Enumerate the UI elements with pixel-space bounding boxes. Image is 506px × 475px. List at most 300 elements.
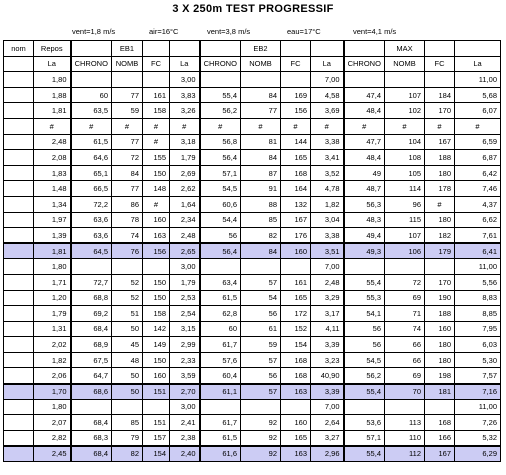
table-cell: 2,62	[170, 181, 200, 197]
header-cell	[4, 56, 34, 72]
table-cell: 60,6	[200, 196, 241, 212]
table-cell: 72,7	[71, 274, 112, 290]
table-row	[4, 228, 501, 244]
table-cell: 198	[425, 368, 455, 384]
table-cell: 170	[425, 274, 455, 290]
table-cell: 5,56	[455, 274, 501, 290]
table-cell: 3,39	[311, 384, 344, 400]
table-cell: 50	[112, 368, 143, 384]
table-cell: 113	[385, 415, 425, 431]
table-cell: 56,4	[200, 150, 241, 166]
table-cell: 77	[112, 134, 143, 150]
table-cell: 6,87	[455, 150, 501, 166]
table-cell	[112, 259, 143, 275]
table-cell: 82	[112, 446, 143, 462]
table-cell: 91	[241, 181, 281, 197]
table-row	[4, 290, 501, 306]
table-cell: 6,42	[455, 165, 501, 181]
table-cell: 48,4	[344, 150, 385, 166]
table-cell: 74	[112, 228, 143, 244]
table-cell: 49,3	[344, 243, 385, 259]
table-cell: 72	[385, 274, 425, 290]
table-cell	[4, 399, 34, 415]
table-cell	[4, 321, 34, 337]
table-cell	[4, 306, 34, 322]
header-cell	[143, 41, 170, 57]
table-cell: 160	[425, 321, 455, 337]
table-cell: 114	[385, 181, 425, 197]
table-cell: 3,38	[311, 228, 344, 244]
table-cell: 7,00	[311, 72, 344, 88]
table-cell: 1,31	[34, 321, 71, 337]
table-cell: 1,82	[311, 196, 344, 212]
table-cell: 56,8	[200, 134, 241, 150]
table-cell: 106	[385, 243, 425, 259]
table-cell: 7,00	[311, 399, 344, 415]
table-cell: 64,5	[71, 243, 112, 259]
table-row	[4, 352, 501, 368]
header-cell: CHRONO	[344, 56, 385, 72]
table-cell: 55,4	[344, 384, 385, 400]
table-cell: 68,4	[71, 415, 112, 431]
table-cell: 1,80	[34, 399, 71, 415]
table-cell: 1,48	[34, 181, 71, 197]
table-cell: 161	[281, 274, 311, 290]
table-cell	[4, 87, 34, 103]
table-cell	[4, 430, 34, 446]
table-cell: 7,26	[455, 415, 501, 431]
table-cell: 61,5	[200, 290, 241, 306]
table-cell: 79	[112, 430, 143, 446]
table-cell: 2,34	[170, 212, 200, 228]
table-row	[4, 274, 501, 290]
table-cell: #	[112, 118, 143, 134]
table-cell: 4,11	[311, 321, 344, 337]
table-cell: #	[143, 118, 170, 134]
table-cell: 105	[385, 165, 425, 181]
table-cell: 1,79	[170, 274, 200, 290]
table-cell: 56	[200, 228, 241, 244]
table-row	[4, 103, 501, 119]
table-cell: 59	[112, 103, 143, 119]
table-cell: #	[385, 118, 425, 134]
table-row	[4, 87, 501, 103]
table-cell: 8,83	[455, 290, 501, 306]
table-cell: 55,3	[344, 290, 385, 306]
table-row	[4, 72, 501, 88]
table-cell: 3,27	[311, 430, 344, 446]
header-cell	[344, 41, 385, 57]
table-cell	[4, 228, 34, 244]
table-row	[4, 337, 501, 353]
table-cell	[4, 165, 34, 181]
table-cell: 72,2	[71, 196, 112, 212]
table-cell: 1,79	[170, 150, 200, 166]
table-cell: 77	[241, 103, 281, 119]
table-cell: 2,33	[170, 352, 200, 368]
table-cell: 3,83	[170, 87, 200, 103]
table-cell: 2,82	[34, 430, 71, 446]
table-cell: 6,41	[455, 243, 501, 259]
table-cell: 52	[112, 274, 143, 290]
table-cell: 3,00	[170, 259, 200, 275]
table-cell: 2,48	[311, 274, 344, 290]
table-cell: 172	[281, 306, 311, 322]
table-row	[4, 384, 501, 400]
table-cell: 1,79	[34, 306, 71, 322]
table-cell: 3,69	[311, 103, 344, 119]
table-cell: 68,4	[71, 321, 112, 337]
table-cell: 176	[281, 228, 311, 244]
table-cell: 84	[241, 87, 281, 103]
table-cell: 1,34	[34, 196, 71, 212]
table-cell: 66,5	[71, 181, 112, 197]
table-cell: 96	[385, 196, 425, 212]
table-cell	[4, 134, 34, 150]
table-cell: 3,59	[170, 368, 200, 384]
table-row	[4, 118, 501, 134]
table-cell: 170	[425, 103, 455, 119]
table-cell: 78	[112, 212, 143, 228]
table-cell: 77	[112, 87, 143, 103]
table-cell: 3,23	[311, 352, 344, 368]
table-cell: 167	[425, 446, 455, 462]
table-cell: 57,1	[200, 165, 241, 181]
table-cell: 92	[241, 430, 281, 446]
table-cell: 182	[425, 228, 455, 244]
table-cell: 63,6	[71, 228, 112, 244]
table-cell: 48,7	[344, 181, 385, 197]
table-cell: 74	[385, 321, 425, 337]
table-cell: 57	[241, 384, 281, 400]
table-cell: 6,62	[455, 212, 501, 228]
table-row	[4, 368, 501, 384]
table-cell: 1,20	[34, 290, 71, 306]
table-cell: 158	[143, 103, 170, 119]
table-cell: 3,29	[311, 290, 344, 306]
table-cell: 88	[241, 196, 281, 212]
table-cell: 3,26	[170, 103, 200, 119]
table-row	[4, 181, 501, 197]
table-cell: 1,80	[34, 72, 71, 88]
table-cell: 47,4	[344, 87, 385, 103]
table-cell: 151	[143, 384, 170, 400]
table-cell	[385, 72, 425, 88]
table-cell: 67,5	[71, 352, 112, 368]
table-cell	[200, 259, 241, 275]
table-cell: 64,7	[71, 368, 112, 384]
table-row	[4, 165, 501, 181]
table-cell: 2,41	[170, 415, 200, 431]
table-row	[4, 415, 501, 431]
table-cell: 167	[281, 212, 311, 228]
header-cell: EB1	[112, 41, 143, 57]
table-cell: 6,59	[455, 134, 501, 150]
table-cell: 180	[425, 165, 455, 181]
table-cell: 1,80	[34, 259, 71, 275]
table-cell: 63,5	[71, 103, 112, 119]
table-cell: 181	[425, 384, 455, 400]
table-cell: 180	[425, 337, 455, 353]
table-cell: 55,4	[344, 446, 385, 462]
table-cell: 71	[385, 306, 425, 322]
table-cell: 68,3	[71, 430, 112, 446]
table-cell: 3,04	[311, 212, 344, 228]
table-cell	[281, 259, 311, 275]
table-cell: 190	[425, 290, 455, 306]
condition-eau: eau=17°C	[287, 27, 321, 36]
header-cell	[455, 41, 501, 57]
table-cell: 5,32	[455, 430, 501, 446]
table-cell: #	[311, 118, 344, 134]
table-cell	[143, 399, 170, 415]
table-cell: 54	[241, 290, 281, 306]
table-cell: 56,4	[200, 243, 241, 259]
table-cell: 157	[143, 430, 170, 446]
table-cell: 2,48	[170, 228, 200, 244]
header-cell: CHRONO	[200, 56, 241, 72]
table-cell: 82	[241, 228, 281, 244]
header-cell: EB2	[241, 41, 281, 57]
table-cell: 56	[241, 306, 281, 322]
table-cell: 149	[143, 337, 170, 353]
table-cell: 92	[241, 446, 281, 462]
table-cell: 7,00	[311, 259, 344, 275]
table-cell	[344, 399, 385, 415]
table-cell	[200, 399, 241, 415]
table-cell: 45	[112, 337, 143, 353]
table-cell: 151	[143, 415, 170, 431]
table-cell: #	[143, 134, 170, 150]
header-cell	[71, 41, 112, 57]
header-cell: Repos	[34, 41, 71, 57]
header-cell: NOMB	[385, 56, 425, 72]
table-cell	[112, 72, 143, 88]
table-cell: 156	[143, 243, 170, 259]
header-cell: La	[455, 56, 501, 72]
table-cell: 54,4	[200, 212, 241, 228]
table-cell: 2,38	[170, 430, 200, 446]
table-cell: 3,51	[311, 243, 344, 259]
table-cell	[112, 399, 143, 415]
table-cell: 184	[425, 87, 455, 103]
table-cell: 81	[241, 134, 281, 150]
table-row	[4, 243, 501, 259]
condition-vent-eb1: vent=1,8 m/s	[72, 27, 116, 36]
table-cell: 60	[200, 321, 241, 337]
table-cell	[281, 72, 311, 88]
table-cell: 2,07	[34, 415, 71, 431]
table-cell: 65,1	[71, 165, 112, 181]
table-cell: 164	[281, 181, 311, 197]
header-cell	[200, 41, 241, 57]
table-cell	[4, 368, 34, 384]
table-cell: 57,6	[200, 352, 241, 368]
table-cell: 54,1	[344, 306, 385, 322]
table-cell: 179	[425, 243, 455, 259]
header-cell: La	[34, 56, 71, 72]
header-cell	[425, 41, 455, 57]
table-cell: 154	[281, 337, 311, 353]
table-cell: 3,52	[311, 165, 344, 181]
table-row	[4, 196, 501, 212]
header-cell	[311, 41, 344, 57]
table-cell: 102	[385, 103, 425, 119]
table-cell: 7,46	[455, 181, 501, 197]
table-cell: 56,2	[200, 103, 241, 119]
table-cell: 165	[281, 290, 311, 306]
table-row	[4, 212, 501, 228]
table-cell: #	[34, 118, 71, 134]
table-cell: 66	[385, 337, 425, 353]
table-cell: 3,38	[311, 134, 344, 150]
table-cell: 2,02	[34, 337, 71, 353]
header-cell: FC	[425, 56, 455, 72]
table-cell: 56,3	[344, 196, 385, 212]
table-cell: 1,64	[170, 196, 200, 212]
table-cell: 54,5	[344, 352, 385, 368]
table-cell	[4, 446, 34, 462]
table-cell: 167	[425, 134, 455, 150]
table-cell: #	[71, 118, 112, 134]
table-cell	[4, 415, 34, 431]
table-cell: 56	[241, 368, 281, 384]
table-cell: 3,18	[170, 134, 200, 150]
table-cell: 2,99	[170, 337, 200, 353]
table-row	[4, 321, 501, 337]
table-cell: #	[170, 118, 200, 134]
table-cell: 63,6	[71, 212, 112, 228]
table-cell: #	[425, 196, 455, 212]
table-cell: 169	[281, 87, 311, 103]
table-cell: 180	[425, 212, 455, 228]
table-cell: 161	[143, 87, 170, 103]
condition-vent-eb2: vent=3,8 m/s	[207, 27, 251, 36]
header-cell: NOMB	[112, 56, 143, 72]
table-cell: 48	[112, 352, 143, 368]
table-cell: 168	[281, 368, 311, 384]
table-cell: 64,6	[71, 150, 112, 166]
table-cell: 54,5	[200, 181, 241, 197]
table-cell: 4,78	[311, 181, 344, 197]
table-cell: 52	[112, 290, 143, 306]
condition-vent-max: vent=4,1 m/s	[353, 27, 397, 36]
table-cell: 150	[143, 165, 170, 181]
table-cell	[4, 212, 34, 228]
table-cell: 49	[344, 165, 385, 181]
table-cell: 48,4	[344, 103, 385, 119]
table-cell	[241, 72, 281, 88]
table-cell: 3,15	[170, 321, 200, 337]
table-cell: 7,16	[455, 384, 501, 400]
table-cell: 50	[112, 321, 143, 337]
table-cell: 115	[385, 212, 425, 228]
table-cell	[281, 399, 311, 415]
table-cell	[4, 274, 34, 290]
table-row	[4, 259, 501, 275]
table-cell: 150	[143, 274, 170, 290]
table-cell: 168	[425, 415, 455, 431]
table-cell: 68,4	[71, 446, 112, 462]
table-cell	[4, 103, 34, 119]
page-title: 3 X 250m TEST PROGRESSIF	[172, 3, 334, 15]
header-cell: FC	[281, 56, 311, 72]
table-cell	[4, 196, 34, 212]
header-cell: MAX	[385, 41, 425, 57]
table-cell: 53,6	[344, 415, 385, 431]
table-cell: 57,1	[344, 430, 385, 446]
table-cell: 68,8	[71, 290, 112, 306]
table-cell: 2,45	[34, 446, 71, 462]
table-cell: 63,4	[200, 274, 241, 290]
table-cell: 2,06	[34, 368, 71, 384]
table-cell: 3,00	[170, 72, 200, 88]
table-cell: 84	[241, 243, 281, 259]
table-row	[4, 446, 501, 462]
table-cell: 1,81	[34, 243, 71, 259]
header-cell: CHRONO	[71, 56, 112, 72]
test-results-table	[3, 40, 501, 462]
table-cell: 51	[112, 306, 143, 322]
table-cell	[344, 72, 385, 88]
table-cell: 112	[385, 446, 425, 462]
table-cell: 57	[241, 274, 281, 290]
table-cell: 61,6	[200, 446, 241, 462]
table-cell	[71, 399, 112, 415]
table-cell: 168	[281, 165, 311, 181]
header-cell: FC	[143, 56, 170, 72]
table-cell	[425, 259, 455, 275]
table-cell: 178	[425, 181, 455, 197]
table-cell: 61	[241, 321, 281, 337]
table-cell: 148	[143, 181, 170, 197]
table-cell: 61,1	[200, 384, 241, 400]
table-cell: 104	[385, 134, 425, 150]
table-cell: 1,81	[34, 103, 71, 119]
table-cell: 61,7	[200, 415, 241, 431]
table-cell: #	[344, 118, 385, 134]
table-cell: 7,95	[455, 321, 501, 337]
table-cell	[344, 259, 385, 275]
table-cell: 77	[112, 181, 143, 197]
table-row	[4, 306, 501, 322]
table-cell: 62,8	[200, 306, 241, 322]
table-cell: 3,17	[311, 306, 344, 322]
table-cell: 152	[281, 321, 311, 337]
table-cell: 11,00	[455, 259, 501, 275]
table-cell: 110	[385, 430, 425, 446]
table-cell: 40,90	[311, 368, 344, 384]
table-cell: 2,08	[34, 150, 71, 166]
table-cell: 2,64	[311, 415, 344, 431]
table-cell	[4, 290, 34, 306]
table-cell: 86	[112, 196, 143, 212]
table-cell: #	[200, 118, 241, 134]
table-cell: 3,41	[311, 150, 344, 166]
table-cell: 70	[385, 384, 425, 400]
table-cell: 163	[281, 446, 311, 462]
table-cell: 69,2	[71, 306, 112, 322]
table-cell	[4, 243, 34, 259]
header-cell	[170, 41, 200, 57]
table-cell: #	[455, 118, 501, 134]
table-cell	[4, 384, 34, 400]
table-cell: 6,29	[455, 446, 501, 462]
table-cell: 85	[112, 415, 143, 431]
table-header-row	[4, 41, 501, 57]
table-cell: 56	[344, 337, 385, 353]
table-cell: 1,39	[34, 228, 71, 244]
